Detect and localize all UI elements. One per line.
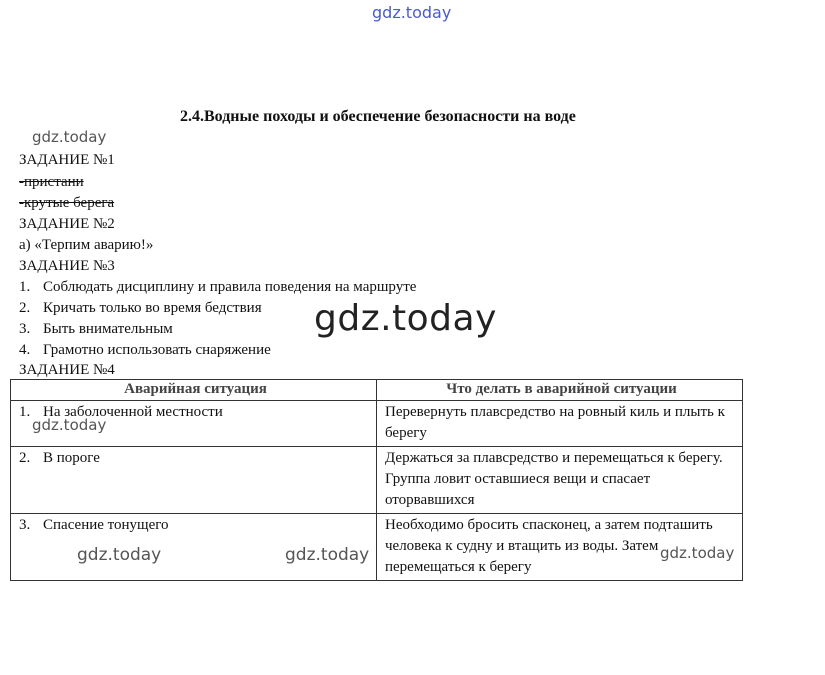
task3-item (19, 341, 271, 359)
task3-item (19, 320, 173, 338)
situation-text: Спасение тонущего (43, 517, 169, 533)
row-number: 1. (19, 404, 31, 420)
task3-heading: ЗАДАНИЕ №3 (19, 258, 115, 274)
task2-heading: ЗАДАНИЕ №2 (19, 216, 115, 232)
task1-item: -крутые берега (19, 195, 115, 211)
watermark-small: gdz.today (32, 416, 107, 434)
table-header-row (11, 380, 743, 401)
list-text: Грамотно использовать снаряжение (43, 342, 271, 358)
row-number: 3. (19, 517, 31, 533)
table-row (11, 401, 743, 447)
action-cell: Держаться за плавсредство и перемещаться к берегу. Группа ловит оставшиеся вещи и спасает оторвавшихся (377, 447, 743, 514)
situation-cell (11, 447, 377, 514)
task3-item (19, 299, 262, 317)
task1-item: -пристани (19, 174, 84, 190)
situation-text: В пороге (43, 450, 100, 466)
watermark-small: gdz.today (285, 545, 370, 565)
watermark-large: gdz.today (314, 298, 497, 339)
row-number: 2. (19, 450, 31, 466)
task4-heading: ЗАДАНИЕ №4 (19, 362, 115, 378)
watermark-top: gdz.today (372, 3, 452, 22)
watermark-small: gdz.today (77, 545, 162, 565)
task2-answer: а) «Терпим аварию!» (19, 237, 154, 253)
task1-heading: ЗАДАНИЕ №1 (19, 152, 115, 168)
list-text: Кричать только во время бедствия (43, 300, 262, 316)
table-row (11, 447, 743, 514)
task3-item (19, 278, 416, 296)
watermark-small: gdz.today (32, 128, 107, 146)
column-header: Что делать в аварийной ситуации (377, 380, 743, 401)
list-text: Соблюдать дисциплину и правила поведения на маршруте (43, 279, 417, 295)
list-number: 2. (19, 300, 31, 316)
list-text: Быть внимательным (43, 321, 173, 337)
action-cell: Перевернуть плавсредство на ровный киль и плыть к берегу (377, 401, 743, 447)
action-cell: Необходимо бросить спасконец, а затем подташить человека к судну и втащить из воды. Затем перемещаться к берегу (377, 514, 743, 581)
list-number: 1. (19, 279, 31, 295)
list-number: 3. (19, 321, 31, 337)
list-number: 4. (19, 342, 31, 358)
watermark-small: gdz.today (660, 544, 735, 562)
page-title: 2.4.Водные походы и обеспечение безопасности на воде (180, 108, 576, 125)
situation-text: На заболоченной местности (43, 404, 223, 420)
column-header: Аварийная ситуация (11, 380, 377, 401)
